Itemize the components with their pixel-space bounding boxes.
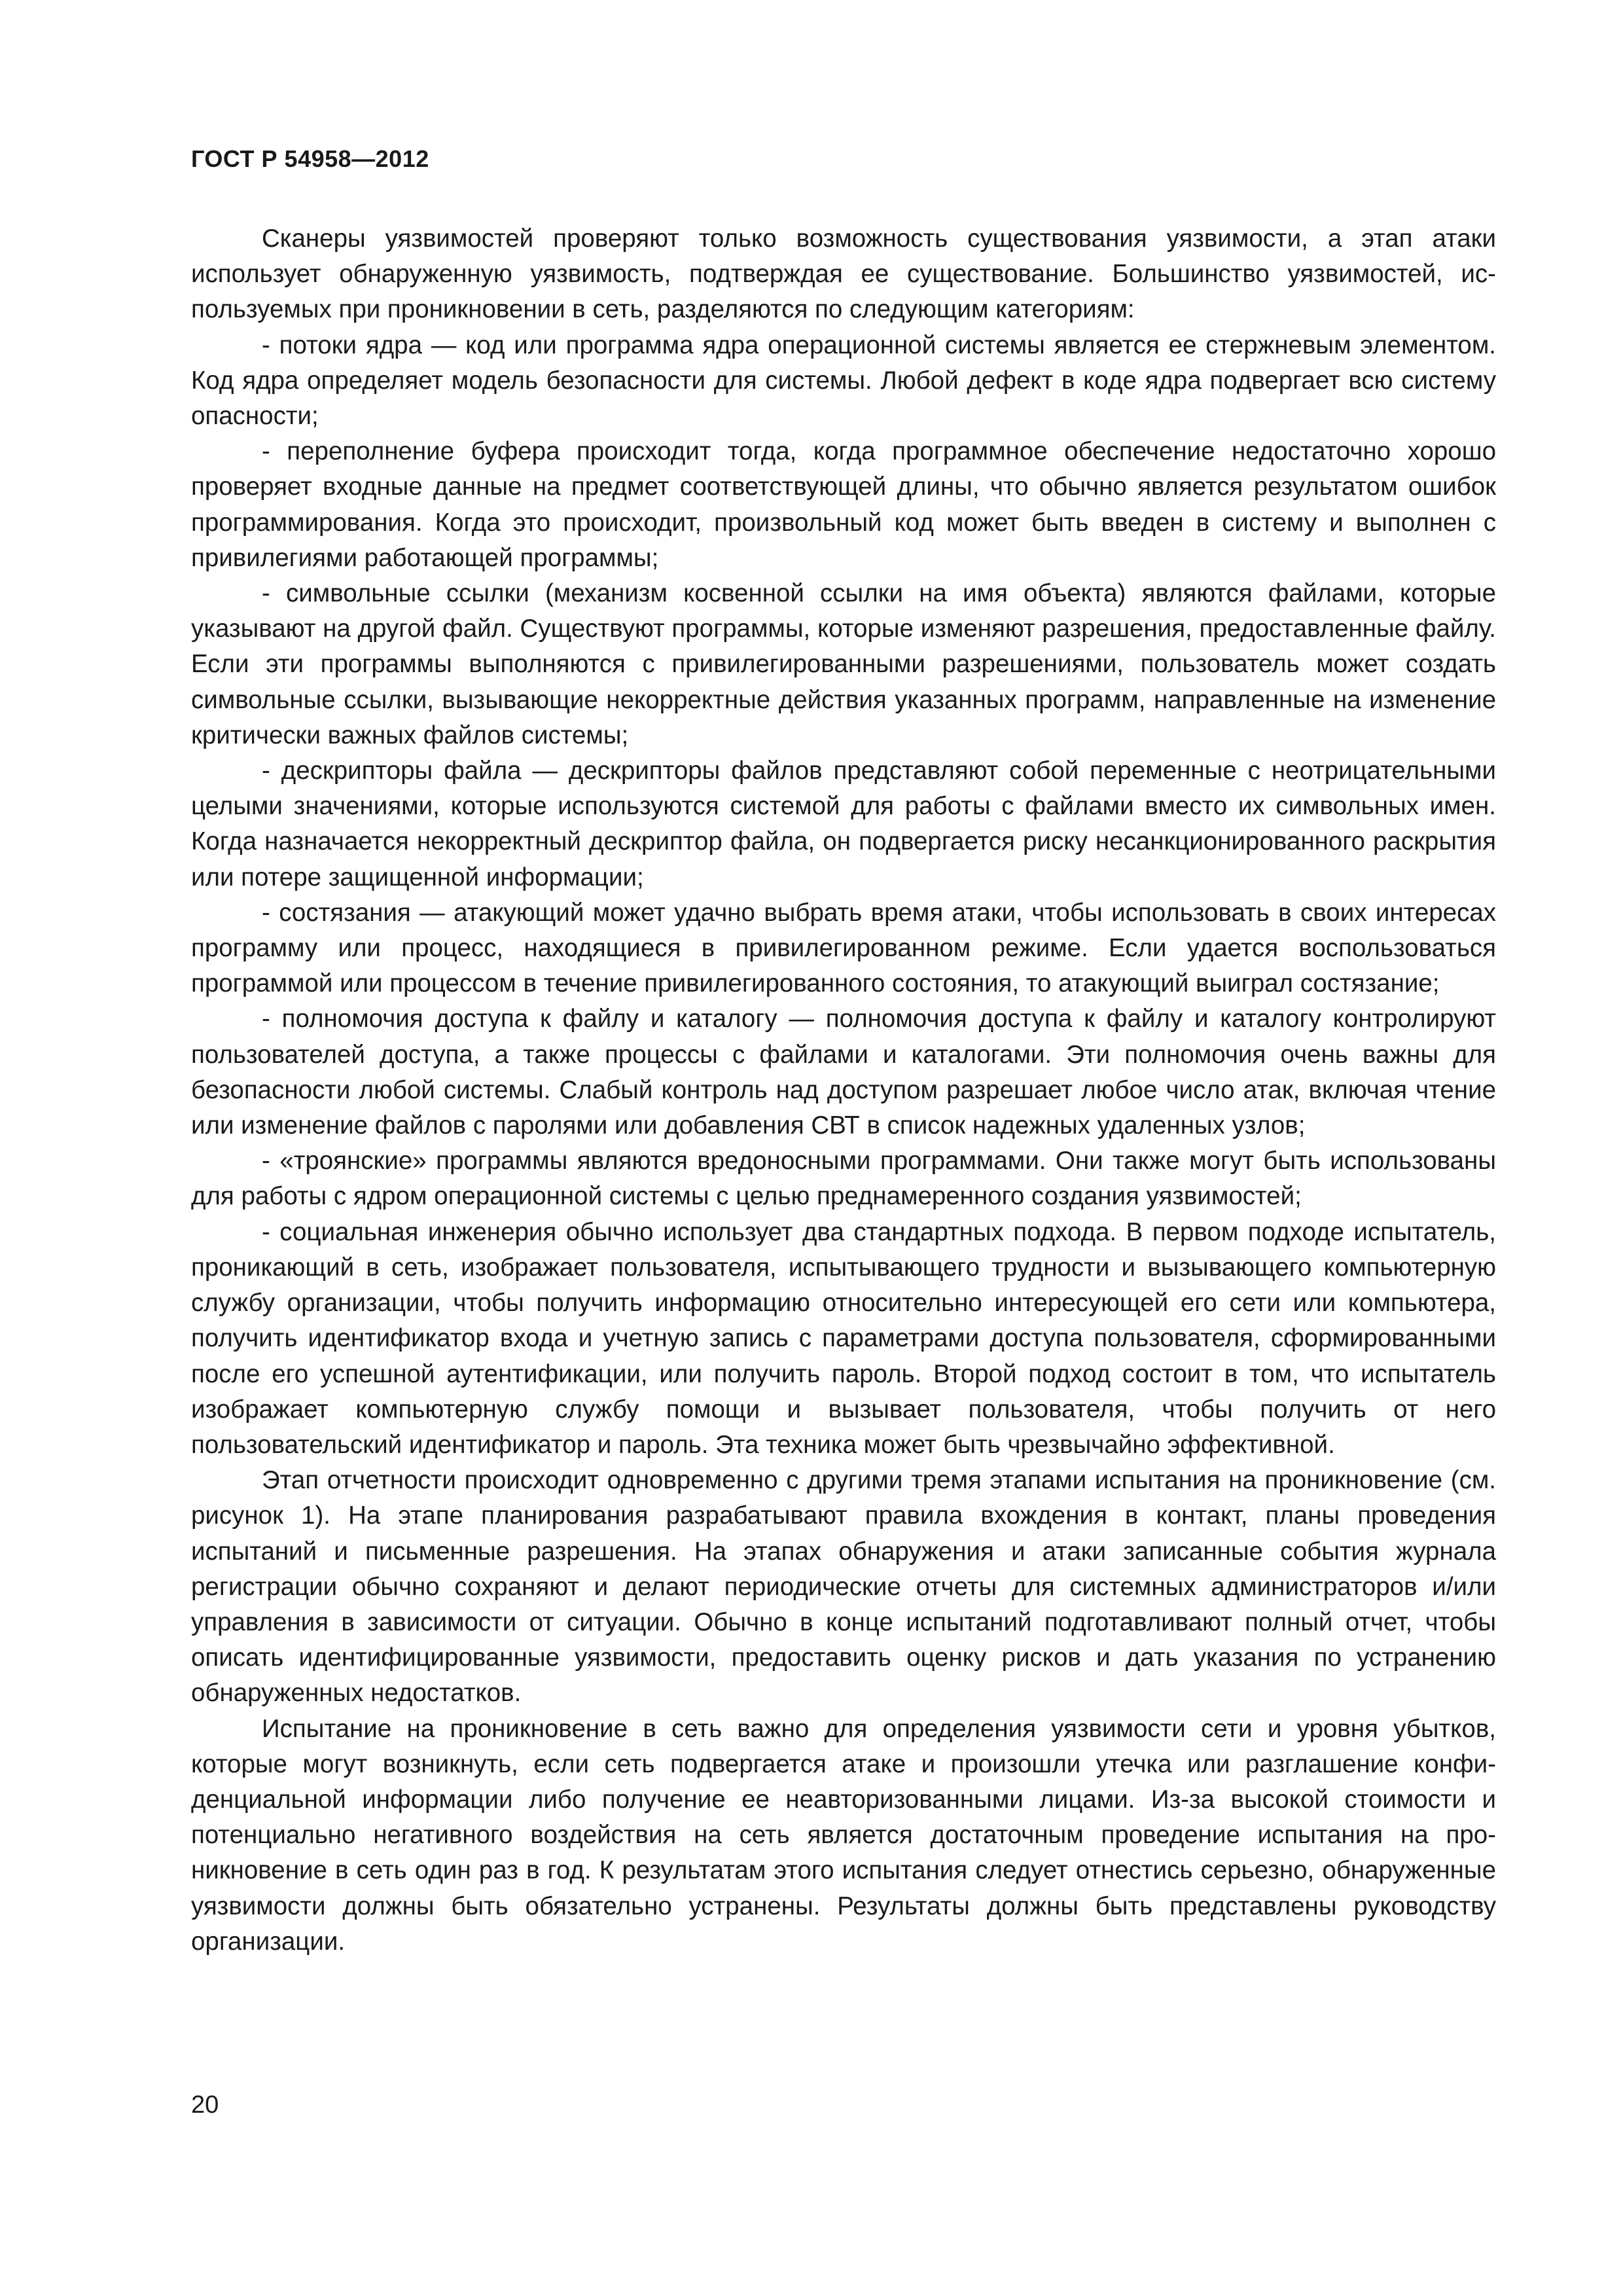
page-number: 20: [191, 2091, 219, 2119]
list-item: - переполнение буфера происходит тогда, когда программное обеспечение недостаточно хорошо проверяет входные данные на предмет соответствующей длины, что обычно является результатом ошибок программирования. Когда это происходит, произвольный код может быть введен в систему и выполнен с привилегиями работающей программы;: [191, 437, 1496, 572]
body-text: [191, 221, 1496, 1960]
paragraph: Сканеры уязвимостей проверяют только возможность существования уязвимости, а этап атаки использует обнаруженную уязвимость, подтверждая ее существование. Большинство уязвимостей, используемых при проникновении в сеть, разделяются по следующим категориям:: [191, 224, 1496, 324]
document-code-header: ГОСТ Р 54958—2012: [191, 145, 429, 172]
list-item: - дескрипторы файла — дескрипторы файлов представляют собой переменные с неотрицательными целыми значениями, которые используются системой для работы с файлами вместо их символьных имен. Когда назначается некорректный дескриптор файла, он подвергается риску несанкционированного раскрытия или потере защищенной информации;: [191, 757, 1496, 891]
list-item: - потоки ядра — код или программа ядра операционной системы является ее стержневым элементом. Код ядра определяет модель безопасности для системы. Любой дефект в коде ядра подвергает всю систему опасности;: [191, 331, 1496, 431]
list-item: - полномочия доступа к файлу и каталогу — полномочия доступа к файлу и каталогу контролируют пользователей доступа, а также процессы с файлами и каталогами. Эти полномочия очень важны для безопасности любой системы. Слабый контроль над доступом разрешает любое число атак, включая чтение или изменение файлов с паролями или добавления СВТ в список надежных удаленных узлов;: [191, 1005, 1496, 1140]
paragraph: Испытание на проникновение в сеть важно для определения уязвимости сети и уровня убытков, которые могут возникнуть, если сеть подвергается атаке и произошли утечка или разглашение конфиденциальной информации либо получение ее неавторизованными лицами. Из-за высокой стоимости и потенциально негативного воздействия на сеть является достаточным проведение испытания на проникновение в сеть один раз в год. К результатам этого испытания следует отнестись серьезно, обнаруженные уязвимости должны быть обязательно устранены. Результаты должны быть представлены руководству организации.: [191, 1714, 1496, 1956]
list-item: - символьные ссылки (механизм косвенной ссылки на имя объекта) являются файлами, которые указывают на другой файл. Существуют программы, которые изменяют разрешения, предоставленные файлу. Если эти программы выполняются с привилегированными разрешениями, пользователь может создать символьные ссылки, вызывающие некорректные действия указанных программ, направленные на изменение критически важных файлов системы;: [191, 579, 1496, 749]
paragraph: Этап отчетности происходит одновременно с другими тремя этапами испытания на проникновение (см. рисунок 1). На этапе планирования разрабатывают правила вхождения в контакт, планы проведения испытаний и письменные разрешения. На этапах обнаружения и атаки записанные события журнала регистрации обычно сохраняют и делают периодические отчеты для системных администраторов и/или управления в зависимости от ситуации. Обычно в конце испытаний подготавливают полный отчет, чтобы описать идентифицированные уязвимости, предоставить оценку рисков и дать указания по устранению обнаруженных недостатков.: [191, 1466, 1496, 1708]
list-item: - социальная инженерия обычно использует два стандартных подхода. В первом подходе испытатель, проникающий в сеть, изображает пользователя, испытывающего трудности и вызывающего компьютерную службу организации, чтобы получить информацию относительно интересующей его сети или компьютера, получить идентификатор входа и учетную запись с параметрами доступа пользователя, сформированными после его успешной аутентификации, или получить пароль. Второй подход состоит в том, что испытатель изображает компьютерную службу помощи и вызывает пользователя, чтобы получить от него пользовательский идентификатор и пароль. Эта техника может быть чрезвычайно эффективной.: [191, 1217, 1496, 1459]
list-item: - «троянские» программы являются вредоносными программами. Они также могут быть использованы для работы с ядром операционной системы с целью преднамеренного создания уязвимостей;: [191, 1147, 1496, 1211]
list-item: - состязания — атакующий может удачно выбрать время атаки, чтобы использовать в своих интересах программу или процесс, находящиеся в привилегированном режиме. Если удается воспользоваться программой или процессом в течение привилегированного состояния, то атакующий выиграл состязание;: [191, 898, 1496, 998]
